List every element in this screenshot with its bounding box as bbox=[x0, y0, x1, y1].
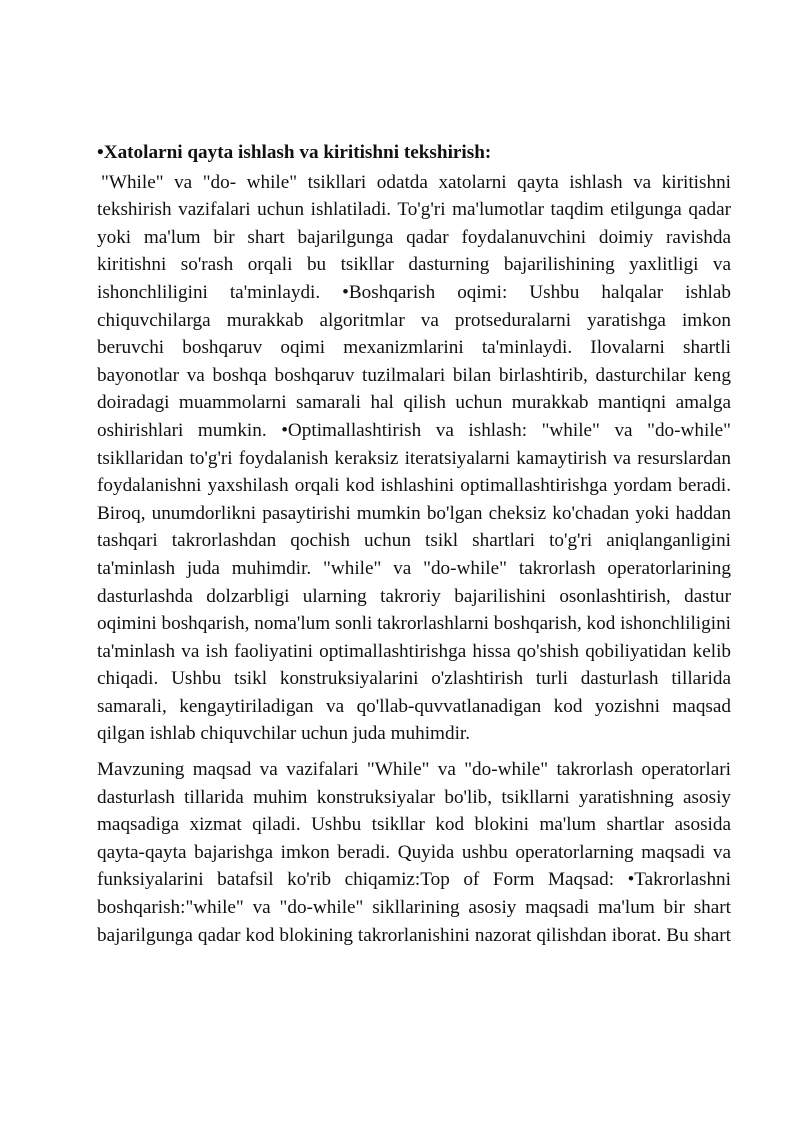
document-body bbox=[97, 139, 731, 949]
paragraph-2: Mavzuning maqsad va vazifalari "While" va "do-while" takrorlash operatorlari dasturlash tillarida muhim konstruksiyalar bo'lib, tsikllarni yaratishning asosiy maqsadiga xizmat qiladi. Ushbu tsikllar kod blokini ma'lum shartlar asosida qayta-qayta bajarishga imkon beradi. Quyida ushbu operatorlarning maqsadi va funksiyalarini batafsil ko'rib chiqamiz:Top of Form Maqsad: •Takrorlashni boshqarish:"while" va "do-while" sikllarining asosiy maqsadi ma'lum bir shart bajarilgunga qadar kod blokining takrorlanishini nazorat qilishdan iborat. Bu shart bbox=[97, 759, 731, 946]
section-heading: •Xatolarni qayta ishlash va kiritishni tekshirish: bbox=[97, 142, 492, 163]
paragraph-1: "While" va "do- while" tsikllari odatda xatolarni qayta ishlash va kiritishni tekshirish vazifalari uchun ishlatiladi. To'g'ri ma'lumotlar taqdim etilgunga qadar yoki ma'lum bir shart bajarilgunga qadar foydalanuvchini doimiy ravishda kiritishni so'rash orqali bu tsikllar dasturning bajarilishining yaxlitligi va ishonchliligini ta'minlaydi. •Boshqarish oqimi: Ushbu halqalar ishlab chiquvchilarga murakkab algoritmlar va protseduralarni yaratishga imkon beruvchi boshqaruv oqimi mexanizmlarini ta'minlaydi. Ilovalarni shartli bayonotlar va boshqa boshqaruv tuzilmalari bilan birlashtirib, dasturchilar keng doiradagi muammolarni samarali hal qilish uchun murakkab mantiqni amalga oshirishlari mumkin. •Optimallashtirish va ishlash: "while" va "do-while" tsikllaridan to'g'ri foydalanish keraksiz iteratsiyalarni kamaytirish va resurslardan foydalanishni yaxshilash orqali kod ishlashini optimallashtirishga yordam beradi. Biroq, unumdorlikni pasaytirishi mumkin bo'lgan cheksiz ko'chadan yoki haddan tashqari takrorlashdan qochish uchun tsikl shartlari to'g'ri aniqlanganligini ta'minlash juda muhimdir. "while" va "do-while" takrorlash operatorlarining dasturlashda dolzarbligi ularning takroriy bajarilishini osonlashtirish, dastur oqimini boshqarish, noma'lum sonli takrorlashlarni boshqarish, kod ishonchliligini ta'minlash va ish faoliyatini optimallashtirishga hissa qo'shish qobiliyatidan kelib chiqadi. Ushbu tsikl konstruksiyalarini o'zlashtirish turli dasturlash tillarida samarali, kengaytiriladigan va qo'llab-quvvatlanadigan kod yozishni maqsad qilgan ishlab chiquvchilar uchun juda muhimdir. bbox=[97, 171, 731, 745]
